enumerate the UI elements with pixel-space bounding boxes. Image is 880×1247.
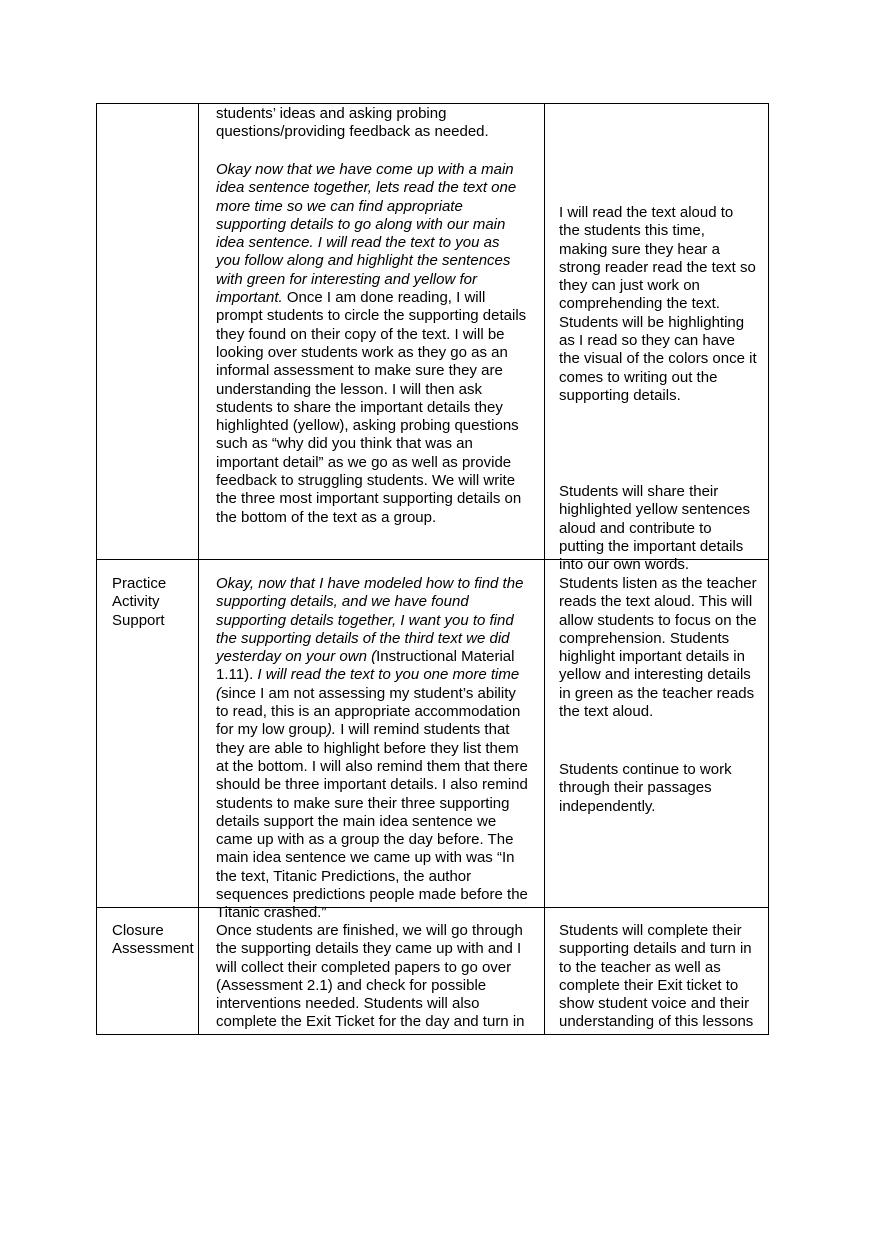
row3-rationale: Students will complete their supporting details and turn in to the teacher as well as complete their Exit ticket to show student voice and their understanding of this lessons	[559, 922, 754, 1031]
row1-procedure-intro: students’ ideas and asking probing questions/providing feedback as needed.	[216, 105, 489, 141]
table-top-border	[96, 103, 769, 104]
row2-procedure-text	[216, 575, 546, 923]
row2-procedure-normal-2: since I am not assessing my student’s ability to read, this is an appropriate accommodation for my low group	[216, 684, 521, 739]
column-divider-1	[198, 103, 199, 1035]
row1-procedure-normal: Once I am done reading, I will prompt students to circle the supporting details they found on their copy of the text. I will be looking over students work as they go as an informal assessment to make sure they are understanding the lesson. I will then ask students to share the important details they highlighted (yellow), asking probing questions such as “why did you think that was an important detail” as we go as well as provide feedback to struggling students. We will write the three most important supporting details on the bottom of the text as a group.	[216, 289, 527, 526]
row2-procedure-italic-2: I will read the text to you one more time (	[216, 666, 520, 702]
row1-rationale-a: I will read the text aloud to the students this time, making sure they hear a strong reader read the text so they can just work on comprehending the text. Students will be highlighting as I read so they can have the visual of the colors once it comes to writing out the supporting details.	[559, 204, 757, 404]
table-bottom-border	[96, 1034, 769, 1035]
row2-label: Practice Activity Support	[112, 575, 167, 629]
row1-rationale-b: Students will share their highlighted yellow sentences aloud and contribute to putting the important details into our own words.	[559, 483, 750, 574]
row1-procedure-text	[216, 161, 546, 527]
row2-procedure-normal-1: Instructional Material 1.11).	[216, 648, 515, 684]
row2-rationale-b: Students continue to work through their passages independently.	[559, 761, 732, 815]
table-left-border	[96, 103, 97, 1035]
row2-procedure-italic-3: ).	[326, 721, 337, 739]
row1-procedure-italic: Okay now that we have come up with a main idea sentence together, lets read the text one more time so we can find appropriate supporting details to go along with our main idea sentence. I will read the text to you as you follow along and highlight the sentences with green for interesting and yellow for important.	[216, 161, 517, 307]
row2-procedure-normal-3: I will remind students that they are able to highlight before they list them at the bottom. I will also remind them that there should be three important details. I also remind students to make sure their three supporting details support the main idea sentence we came up with as a group the day before. The main idea sentence we came up with was “In the text, Titanic Predictions, the author sequences predictions people made before the Titanic crashed.”	[216, 721, 528, 922]
row2-procedure-italic-1: Okay, now that I have modeled how to find the supporting details, and we have found supporting details together, I want you to find the supporting details of the third text we did yesterday on your own (	[216, 575, 524, 666]
row3-label: Closure Assessment	[112, 922, 194, 958]
row2-rationale-a: Students listen as the teacher reads the text aloud. This will allow students to focus on the comprehension. Students highlight important details in yellow and interesting details in green as the teacher reads the text aloud.	[559, 575, 757, 721]
row3-procedure-text: Once students are finished, we will go through the supporting details they came up with and I will collect their completed papers to go over (Assessment 2.1) and check for possible interventions needed. Students will also complete the Exit Ticket for the day and turn in	[216, 922, 525, 1031]
